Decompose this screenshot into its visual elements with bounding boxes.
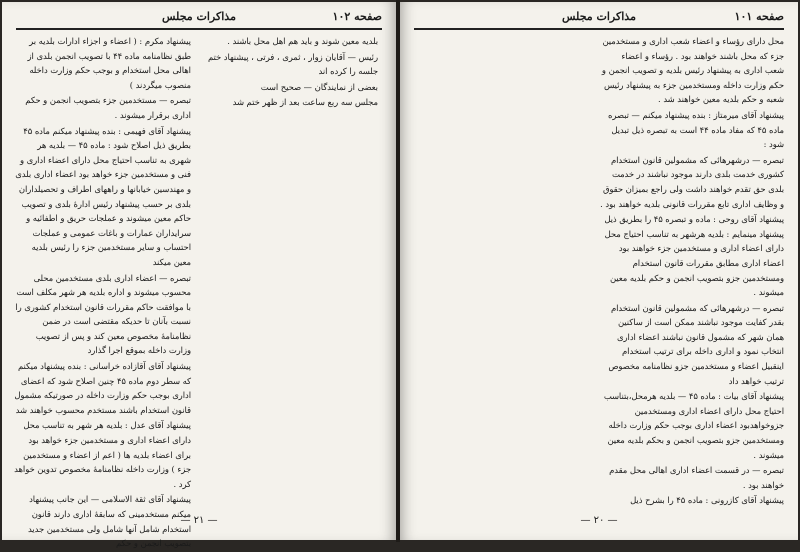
left-page-number: صفحه ۱۰۲ xyxy=(332,10,382,23)
paragraph: تبصره — در قسمت اعضاء اداری اهالی محل مقدم خواهند بود . xyxy=(609,465,784,490)
right-page xyxy=(400,2,798,540)
paragraph: پیشنهاد آقای میرمتاز : بنده پیشنهاد میکنم — تبصره ماده ۴۵ که مفاد ماده ۴۴ است به تبصره ذیل تبدیل شود : xyxy=(607,109,784,150)
paragraph: پیشنهاد مکرم : ( اعضاء و اجزاء ادارات بلدیه بر طبق نظامنامه ماده ۴۴ با تصویب انجمن بلدی از اهالی محل استخدام و بوجب حکم وزارت داخله منصوب میگردند ) xyxy=(27,36,191,90)
left-page-running-title: مذاکرات مجلس xyxy=(162,10,236,23)
left-page-footer: — ۲۱ — xyxy=(180,515,218,526)
left-header-rule xyxy=(16,28,382,30)
paragraph: تبصره — درشهرهائی که مشمولین قانون استخدام بقدر کفایت موجود نباشند ممکن است از ساکنین همان شهر که مشمول قانون نباشند اعضاء اداری انتخاب نمود و اداری داخله برای ترتیب استخدام اینقبیل اعضاء و مستخدمین جزو نظامنامه مخصوص ترتیب خواهد داد xyxy=(608,302,784,386)
paragraph: پیشنهاد آقای ثقة الاسلامی — این جانب پیشنهاد میکنم مستخدمینی که سابقهٔ اداری دارند قانون استخدام شامل آنها شامل ولی مستخدمین جدید بتصویب انجمن و حکم xyxy=(27,494,191,549)
left-page xyxy=(2,2,396,549)
right-page-right-column xyxy=(600,34,784,509)
paragraph: پیشنهاد آقای آقازاده خراسانی : بنده پیشنهاد میکنم که سطر دوم ماده ۴۵ چنین اصلاح شود که اعضای اداری بوجب حکم وزارت داخله در صورتیکه مشمول قانون استخدام باشند مستخدم محسوب خواهند شد xyxy=(14,361,191,415)
right-page-running-title: مذاکرات مجلس xyxy=(562,10,636,23)
right-page-number: صفحه ۱۰۱ xyxy=(734,10,784,23)
paragraph: رئیس — آقایان زوار ، ثمری ، فرتی ، پیشنهاد ختم جلسه را کرده اند xyxy=(207,51,378,77)
left-page-header xyxy=(16,10,382,28)
paragraph: پیشنهاد آقای عدل : بلدیه هر شهر به تناسب محل دارای اعضاء اداری و مستخدمین جزء خواهد بود برای اعضاء بلدیه ها ( اعم از اعضاء و مستخدمین جزء ) وزارت داخله نظامنامهٔ مخصوص تدوین خواهد کرد . xyxy=(14,420,191,489)
left-page-left-column xyxy=(13,34,191,552)
paragraph: پیشنهاد آقای فهیمی : بنده پیشنهاد میکنم ماده ۴۵ بطریق ذیل اصلاح شود : ماده ۴۵ — بلدیه هر شهری به تناسب احتیاج محل دارای اعضاء اداری و فنی و مستخدمین جزء خواهد بود اعضاء اداری بلدی و مهندسین خیابانها و راههای اطراف و تحصیلداران بلدی بر حسب پیشنهاد رئیس ادارهٔ بلدی و تصویب حاکم معین میشوند و عملجات حریق و اطفائیه و سرایداران عمارات و باغات عمومی و عملجات احتساب و سایر مستخدمین جزء را رئیس بلدیه معین میکند xyxy=(15,125,191,267)
paragraph: محل دارای رؤساء و اعضاء شعب اداری و مستخدمین جزء که محل باشند خواهند بود . رؤساء و اعضاء شعب اداری به پیشنهاد رئیس بلدیه و تصویب انجمن و حکم وزارت داخله ومستخدمین جزء به پیشنهاد رئیس شعبه و حکم بلدیه معین خواهند شد . xyxy=(601,36,784,105)
paragraph: بعضی از نمایندگان — صحیح است xyxy=(260,81,378,92)
paragraph: تبصره — درشهرهائی که مشمولین قانون استخدام کشوری خدمت بلدی دارند موجود نباشند در خدمت بلدی حق تقدم خواهند داشت ولی راجع بمیزان حقوق و وظایف اداری تابع مقررات قانونی بلدیه خواهند بود . xyxy=(600,154,784,209)
left-page-right-column xyxy=(198,34,378,111)
paragraph: پیشنهاد آقای بیات : ماده ۴۵ — بلدیه هرمحل،بتناسب احتیاج محل دارای اعضاء اداری ومستخدمین جزوخواهدبود اعضاء اداری بوجب حکم وزارت داخله ومستخدمین جزو بتصویب انجمن و بحکم بلدیه معین میشوند . xyxy=(603,391,784,460)
right-page-header xyxy=(414,10,784,28)
paragraph: پیشنهاد آقای کازرونی : ماده ۴۵ را بشرح ذیل xyxy=(630,495,784,506)
paragraph: پیشنهاد آقای روحی : ماده و تبصره ۴۵ را بطریق ذیل پیشنهاد مینمایم : بلدیه هرشهر به تناسب احتیاج محل دارای اعضاء اداری و مستخدمین جزء خواهند بود اعضاء اداری مطابق مقررات قانون استخدام ومستخدمین جزو بتصویب انجمن و حکم بلدیه معین میشوند . xyxy=(604,214,784,298)
paragraph: مجلس سه ربع ساعت بعد از ظهر ختم شد xyxy=(232,97,378,108)
right-header-rule xyxy=(414,28,784,30)
paragraph: تبصره — اعضاء اداری بلدی مستخدمین محلی محسوب میشوند و اداره بلدیه هر شهر مکلف است با موافقت حاکم مقررات قانون استخدام کشوری را نسبت بآنان تا حدیکه مقتضی است در ضمن نظامنامهٔ مخصوص معین کند و پس از تصویب وزارت داخله بموقع اجرا گذارد xyxy=(15,272,191,356)
paragraph: تبصره — مستخدمین جزء بتصویب انجمن و حکم اداری برقرار میشوند . xyxy=(25,95,191,120)
paragraph: بلدیه معین شوند و باید هم اهل محل باشند . xyxy=(227,36,378,46)
right-page-footer: — ۲۰ — xyxy=(580,515,618,526)
